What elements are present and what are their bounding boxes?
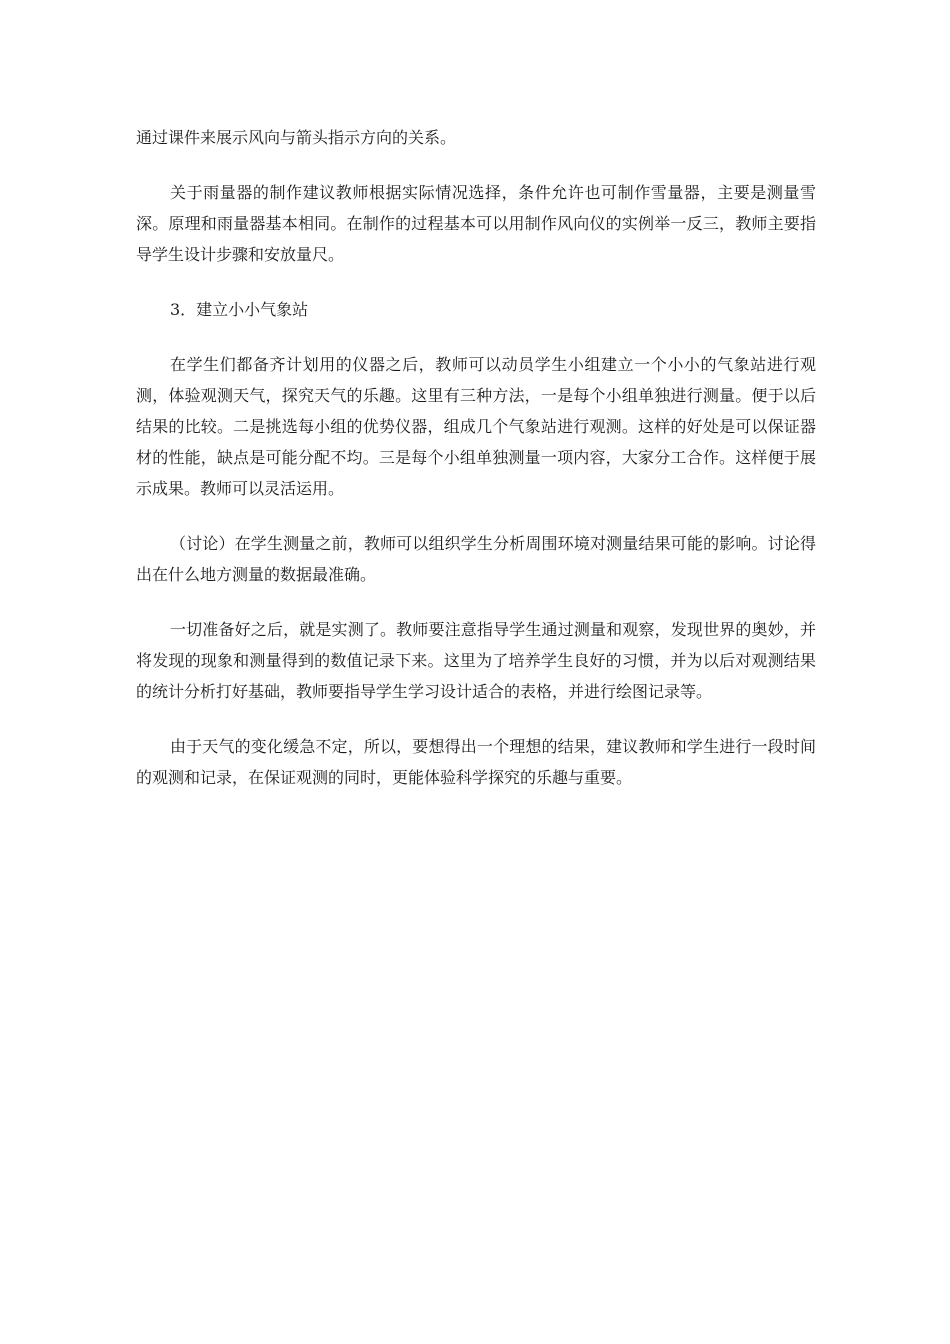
paragraph-observation-period: 由于天气的变化缓急不定，所以，要想得出一个理想的结果，建议教师和学生进行一段时间的观测和记录，在保证观测的同时，更能体验科学探究的乐趣与重要。	[136, 737, 816, 787]
paragraph-measurement: 一切准备好之后，就是实测了。教师要注意指导学生通过测量和观察，发现世界的奥妙，并将发现的现象和测量得到的数值记录下来。这里为了培养学生良好的习惯，并为以后对观测结果的统计分析打好基础，教师要指导学生学习设计适合的表格，并进行绘图记录等。	[136, 620, 816, 701]
paragraph-discussion: （讨论）在学生测量之前，教师可以组织学生分析周围环境对测量结果可能的影响。讨论得出在什么地方测量的数据最准确。	[136, 534, 816, 584]
paragraph-wind-direction: 通过课件来展示风向与箭头指示方向的关系。	[136, 128, 457, 147]
document-page	[136, 122, 816, 817]
paragraph-rain-gauge: 关于雨量器的制作建议教师根据实际情况选择，条件允许也可制作雪量器，主要是测量雪深。原理和雨量器基本相同。在制作的过程基本可以用制作风向仪的实例举一反三，教师主要指导学生设计步骤和安放量尺。	[136, 183, 816, 264]
paragraph-weather-station-methods: 在学生们都备齐计划用的仪器之后，教师可以动员学生小组建立一个小小的气象站进行观测，体验观测天气，探究天气的乐趣。这里有三种方法，一是每个小组单独进行测量。便于以后结果的比较。二是挑选每小组的优势仪器，组成几个气象站进行观测。这样的好处是可以保证器材的性能，缺点是可能分配不均。三是每个小组单独测量一项内容，大家分工合作。这样便于展示成果。教师可以灵活运用。	[136, 355, 816, 498]
section-heading-weather-station: 3．建立小小气象站	[170, 300, 309, 319]
